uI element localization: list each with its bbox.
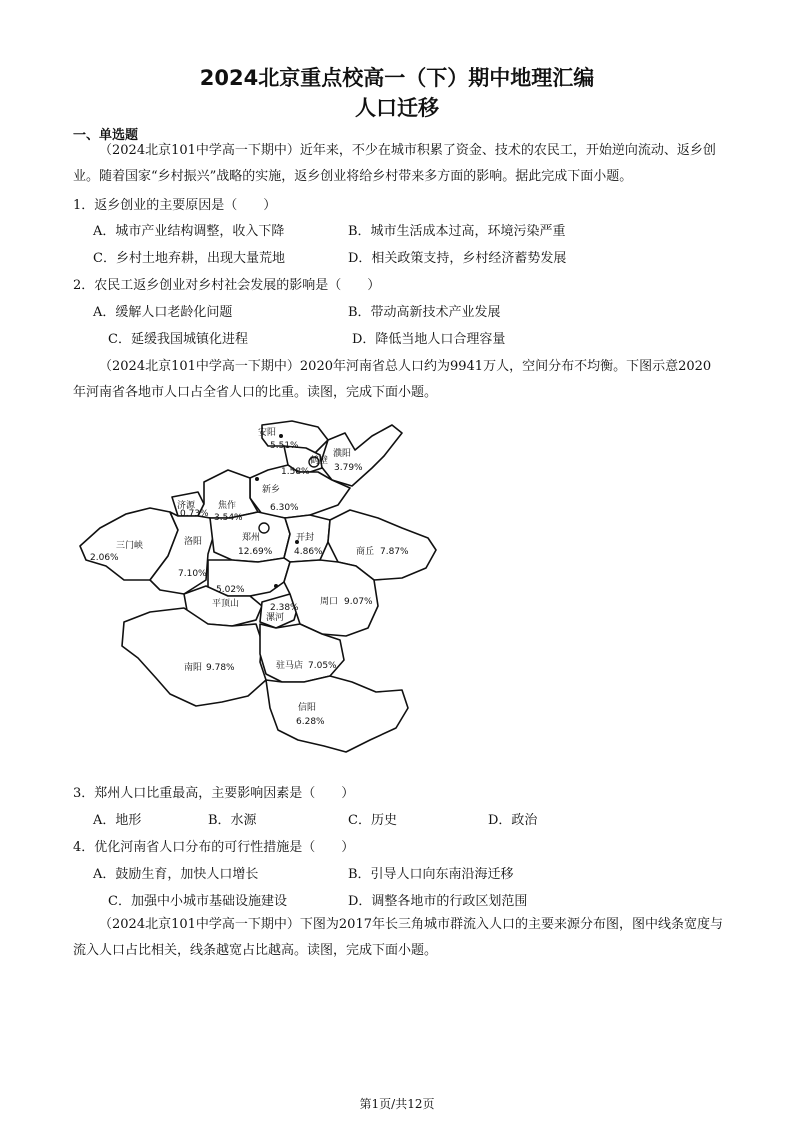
q4-option-a: A．鼓励生育，加快人口增长 — [93, 867, 259, 882]
label-anyang: 安阳 — [258, 428, 277, 438]
label-hebi: 鹤壁 — [310, 456, 329, 466]
label-pingdingshan: 平顶山 — [212, 599, 240, 609]
value-zhengzhou: 12.69% — [238, 547, 273, 557]
value-shangqiu: 7.87% — [380, 547, 409, 557]
value-kaifeng: 4.86% — [294, 547, 323, 557]
q2-option-c: C．延缓我国城镇化进程 — [108, 332, 248, 347]
label-sanmenxia: 三门峡 — [116, 541, 144, 551]
page-footer: 第1页/共12页 — [359, 1097, 435, 1111]
label-shangqiu: 商丘 — [356, 547, 375, 557]
label-xinyang: 信阳 — [298, 703, 317, 713]
region-xinyang — [266, 676, 408, 752]
label-zhoukou: 周口 — [320, 597, 339, 607]
value-anyang: 5.51% — [270, 441, 299, 451]
intro-paragraph-3: （2024北京101中学高一下期中）下图为2017年长三角城市群流入人口的主要来源分布图，图中线条宽度与流入人口占比相关，线条越宽占比越高。读图，完成下面小题。 — [73, 917, 723, 958]
q2-option-b: B．带动高新技术产业发展 — [348, 305, 501, 320]
label-zhengzhou: 郑州 — [242, 533, 261, 543]
label-luohe: 漯河 — [266, 613, 285, 623]
question-1: 1．返乡创业的主要原因是（ ） — [73, 198, 277, 213]
label-luoyang: 洛阳 — [184, 537, 203, 547]
document-subtitle: 人口迁移 — [355, 96, 439, 120]
value-jiyuan: 0.73% — [180, 509, 209, 519]
q3-option-b: B．水源 — [208, 813, 257, 828]
label-nanyang: 南阳 — [184, 663, 203, 673]
value-sanmenxia: 2.06% — [90, 553, 119, 563]
intro-paragraph-1: （2024北京101中学高一下期中）近年来，不少在城市积累了资金、技术的农民工，开始逆向流动、返乡创业。随着国家“乡村振兴”战略的实施，返乡创业将给乡村带来多方面的影响。据此完成下面小题。 — [73, 143, 716, 184]
q4-option-c: C．加强中小城市基础设施建设 — [108, 894, 287, 909]
q1-option-c: C．乡村土地弃耕，出现大量荒地 — [93, 251, 285, 266]
value-xinyang: 6.28% — [296, 717, 325, 727]
q3-option-c: C．历史 — [348, 813, 397, 828]
value-xinxiang: 6.30% — [270, 503, 299, 513]
label-zhumadian: 驻马店 — [276, 661, 304, 671]
henan-population-map — [0, 410, 794, 770]
value-hebi: 1.58% — [281, 467, 310, 477]
value-zhoukou: 9.07% — [344, 597, 373, 607]
label-xinxiang: 新乡 — [262, 485, 281, 495]
q3-option-a: A．地形 — [93, 813, 142, 828]
value-puyang: 3.79% — [334, 463, 363, 473]
question-3: 3．郑州人口比重最高，主要影响因素是（ ） — [73, 786, 355, 801]
q4-option-d: D．调整各地市的行政区划范围 — [348, 894, 528, 909]
q3-option-d: D．政治 — [488, 813, 538, 828]
label-kaifeng: 开封 — [296, 533, 315, 543]
value-nanyang: 9.78% — [206, 663, 235, 673]
intro-paragraph-2: （2024北京101中学高一下期中）2020年河南省总人口约为9941万人，空间分布不均衡。下图示意2020年河南省各地市人口占全省人口的比重。读图，完成下面小题。 — [73, 359, 712, 400]
value-xuchang: 5.02% — [216, 585, 245, 595]
question-4: 4．优化河南省人口分布的可行性措施是（ ） — [73, 840, 355, 855]
section-title: 一、单选题 — [73, 128, 139, 143]
value-luoyang: 7.10% — [178, 569, 207, 579]
question-2: 2．农民工返乡创业对乡村社会发展的影响是（ ） — [73, 278, 381, 293]
q4-option-b: B．引导人口向东南沿海迁移 — [348, 867, 514, 882]
q1-option-a: A．城市产业结构调整，收入下降 — [93, 224, 285, 239]
q2-option-a: A．缓解人口老龄化问题 — [93, 305, 233, 320]
label-jiyuan: 济源 — [177, 501, 196, 511]
label-jiaozuo: 焦作 — [218, 501, 237, 511]
label-puyang: 濮阳 — [333, 449, 352, 459]
document-title: 2024北京重点校高一（下）期中地理汇编 — [199, 66, 595, 90]
value-luohe: 2.38% — [270, 603, 299, 613]
q2-option-d: D．降低当地人口合理容量 — [352, 332, 506, 347]
q1-option-b: B．城市生活成本过高，环境污染严重 — [348, 224, 566, 239]
value-jiaozuo: 3.54% — [214, 513, 243, 523]
value-zhumadian: 7.05% — [308, 661, 337, 671]
q1-option-d: D．相关政策支持，乡村经济蓄势发展 — [348, 251, 567, 266]
